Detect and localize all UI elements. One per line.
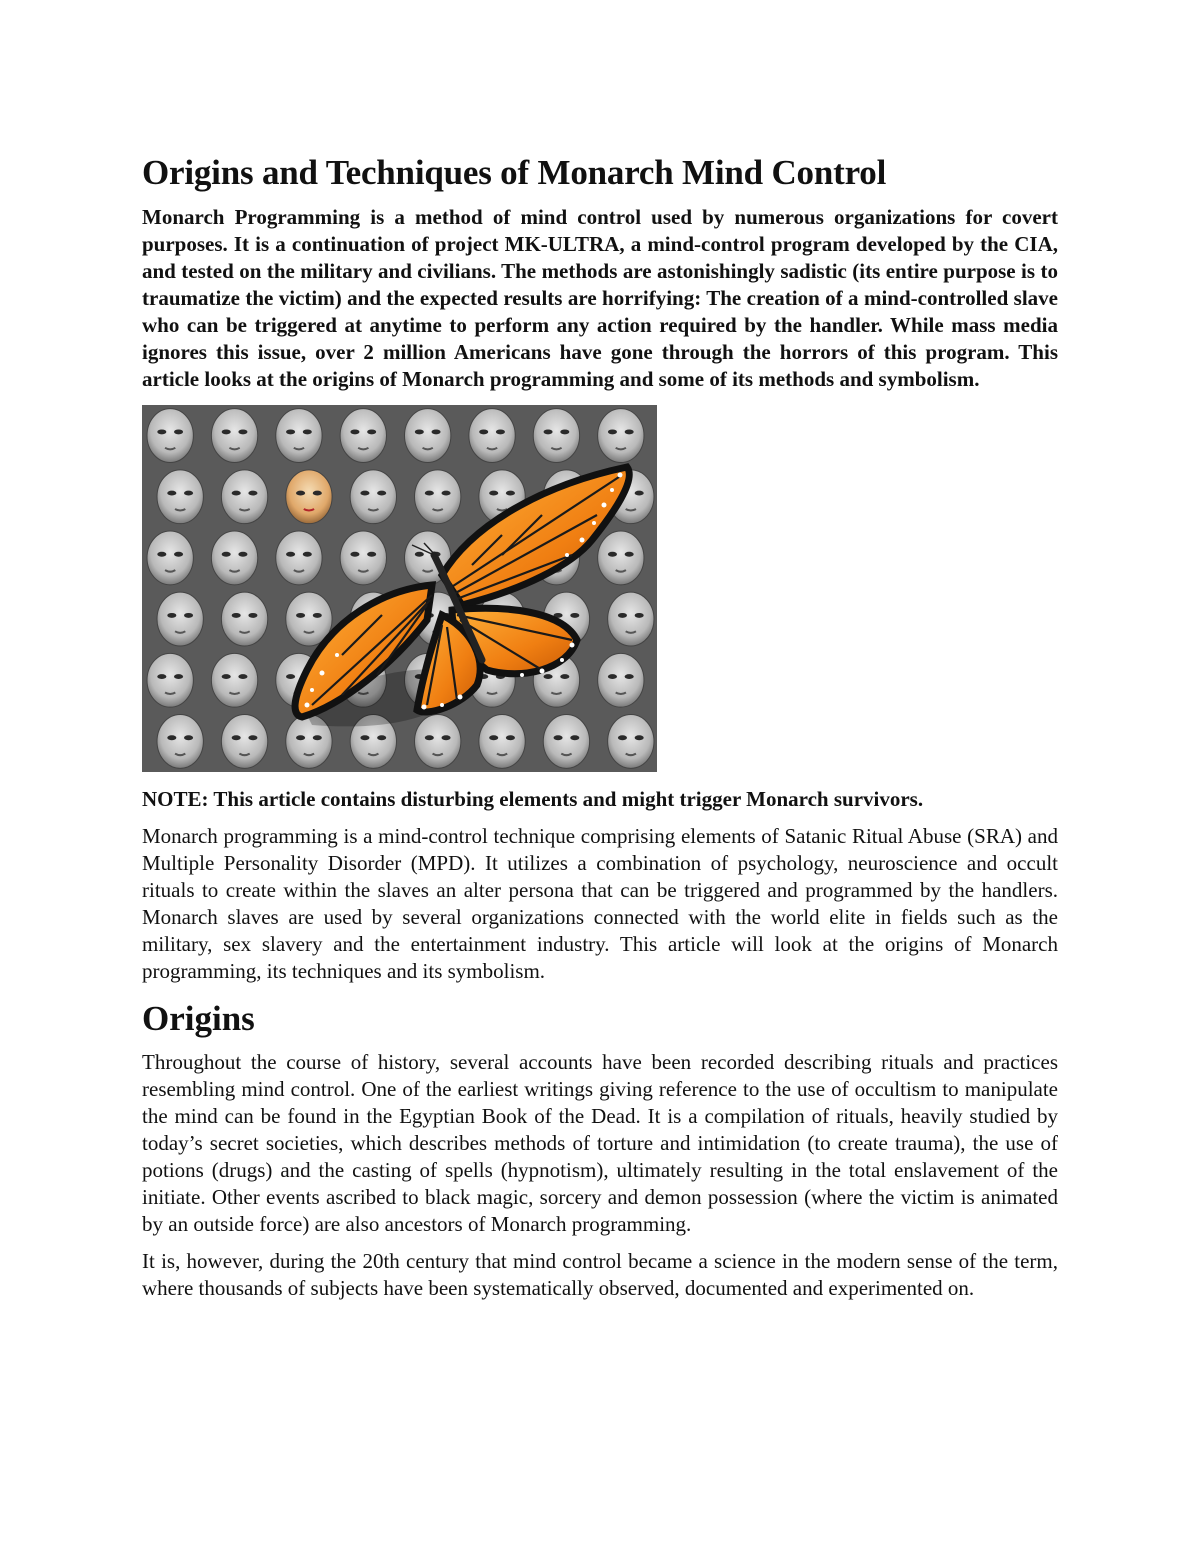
mask xyxy=(350,470,396,524)
article-note: NOTE: This article contains disturbing elements and might trigger Monarch survivors. xyxy=(142,787,924,811)
mask xyxy=(221,715,267,769)
mask xyxy=(340,409,386,463)
colored-mask xyxy=(286,470,332,524)
article-intro: Monarch Programming is a method of mind control used by numerous organizations for covert purposes. It is a continuation of project MK-ULTRA, a mind-control program developed by the CIA, and tested on the military and civilians. The methods are astonishingly sadistic (its entire purpose is to traumatize the victim) and the expected results are horrifying: The creation of a mind-controlled slave who can be triggered at anytime to perform any action required by the handler. While mass media ignores this issue, over 2 million Americans have gone through the horrors of this program. This article looks at the origins of Monarch programming and some of its methods and symbolism. xyxy=(142,205,1058,391)
article xyxy=(142,152,1058,1312)
mask xyxy=(147,409,193,463)
mask xyxy=(211,409,257,463)
origins-paragraph-2: It is, however, during the 20th century that mind control became a science in the modern sense of the term, where thousands of subjects have been systematically observed, documented and experimented on. xyxy=(142,1249,1058,1300)
mask xyxy=(147,531,193,585)
mask xyxy=(469,409,515,463)
mask xyxy=(598,409,644,463)
mask xyxy=(276,409,322,463)
mask xyxy=(598,653,644,707)
mask xyxy=(211,531,257,585)
article-title: Origins and Techniques of Monarch Mind Control xyxy=(142,153,887,192)
butterfly-masks-illustration xyxy=(142,405,657,772)
mask xyxy=(340,531,386,585)
mask xyxy=(533,409,579,463)
mask xyxy=(147,653,193,707)
mask xyxy=(608,715,654,769)
mask xyxy=(276,531,322,585)
mask xyxy=(479,715,525,769)
mask xyxy=(157,470,203,524)
mask xyxy=(221,592,267,646)
mask xyxy=(415,470,461,524)
monarch-butterfly-image xyxy=(142,405,657,772)
mask xyxy=(157,715,203,769)
mask xyxy=(157,592,203,646)
origins-paragraph-1: Throughout the course of history, several accounts have been recorded describing rituals and practices resembling mind control. One of the earliest writings giving reference to the use of occultism to manipulate the mind can be found in the Egyptian Book of the Dead. It is a compilation of rituals, heavily studied by today’s secret societies, which describes methods of torture and intimidation (to create trauma), the use of potions (drugs) and the casting of spells (hypnotism), ultimately resulting in the total enslavement of the initiate. Other events ascribed to black magic, sorcery and demon possession (where the victim is animated by an outside force) are also ancestors of Monarch programming. xyxy=(142,1050,1058,1236)
mask xyxy=(211,653,257,707)
mask xyxy=(598,531,644,585)
mask xyxy=(543,715,589,769)
mask xyxy=(221,470,267,524)
mask xyxy=(608,592,654,646)
article-paragraph-1: Monarch programming is a mind-control technique comprising elements of Satanic Ritual Abuse (SRA) and Multiple Personality Disorder (MPD). It utilizes a combination of psychology, neuroscience and occult rituals to create within the slaves an alter persona that can be triggered and programmed by the handlers. Monarch slaves are used by several organizations connected with the world elite in fields such as the military, sex slavery and the entertainment industry. This article will look at the origins of Monarch programming, its techniques and its symbolism. xyxy=(142,824,1058,983)
section-heading-origins: Origins xyxy=(142,999,255,1038)
mask xyxy=(415,715,461,769)
mask xyxy=(405,409,451,463)
